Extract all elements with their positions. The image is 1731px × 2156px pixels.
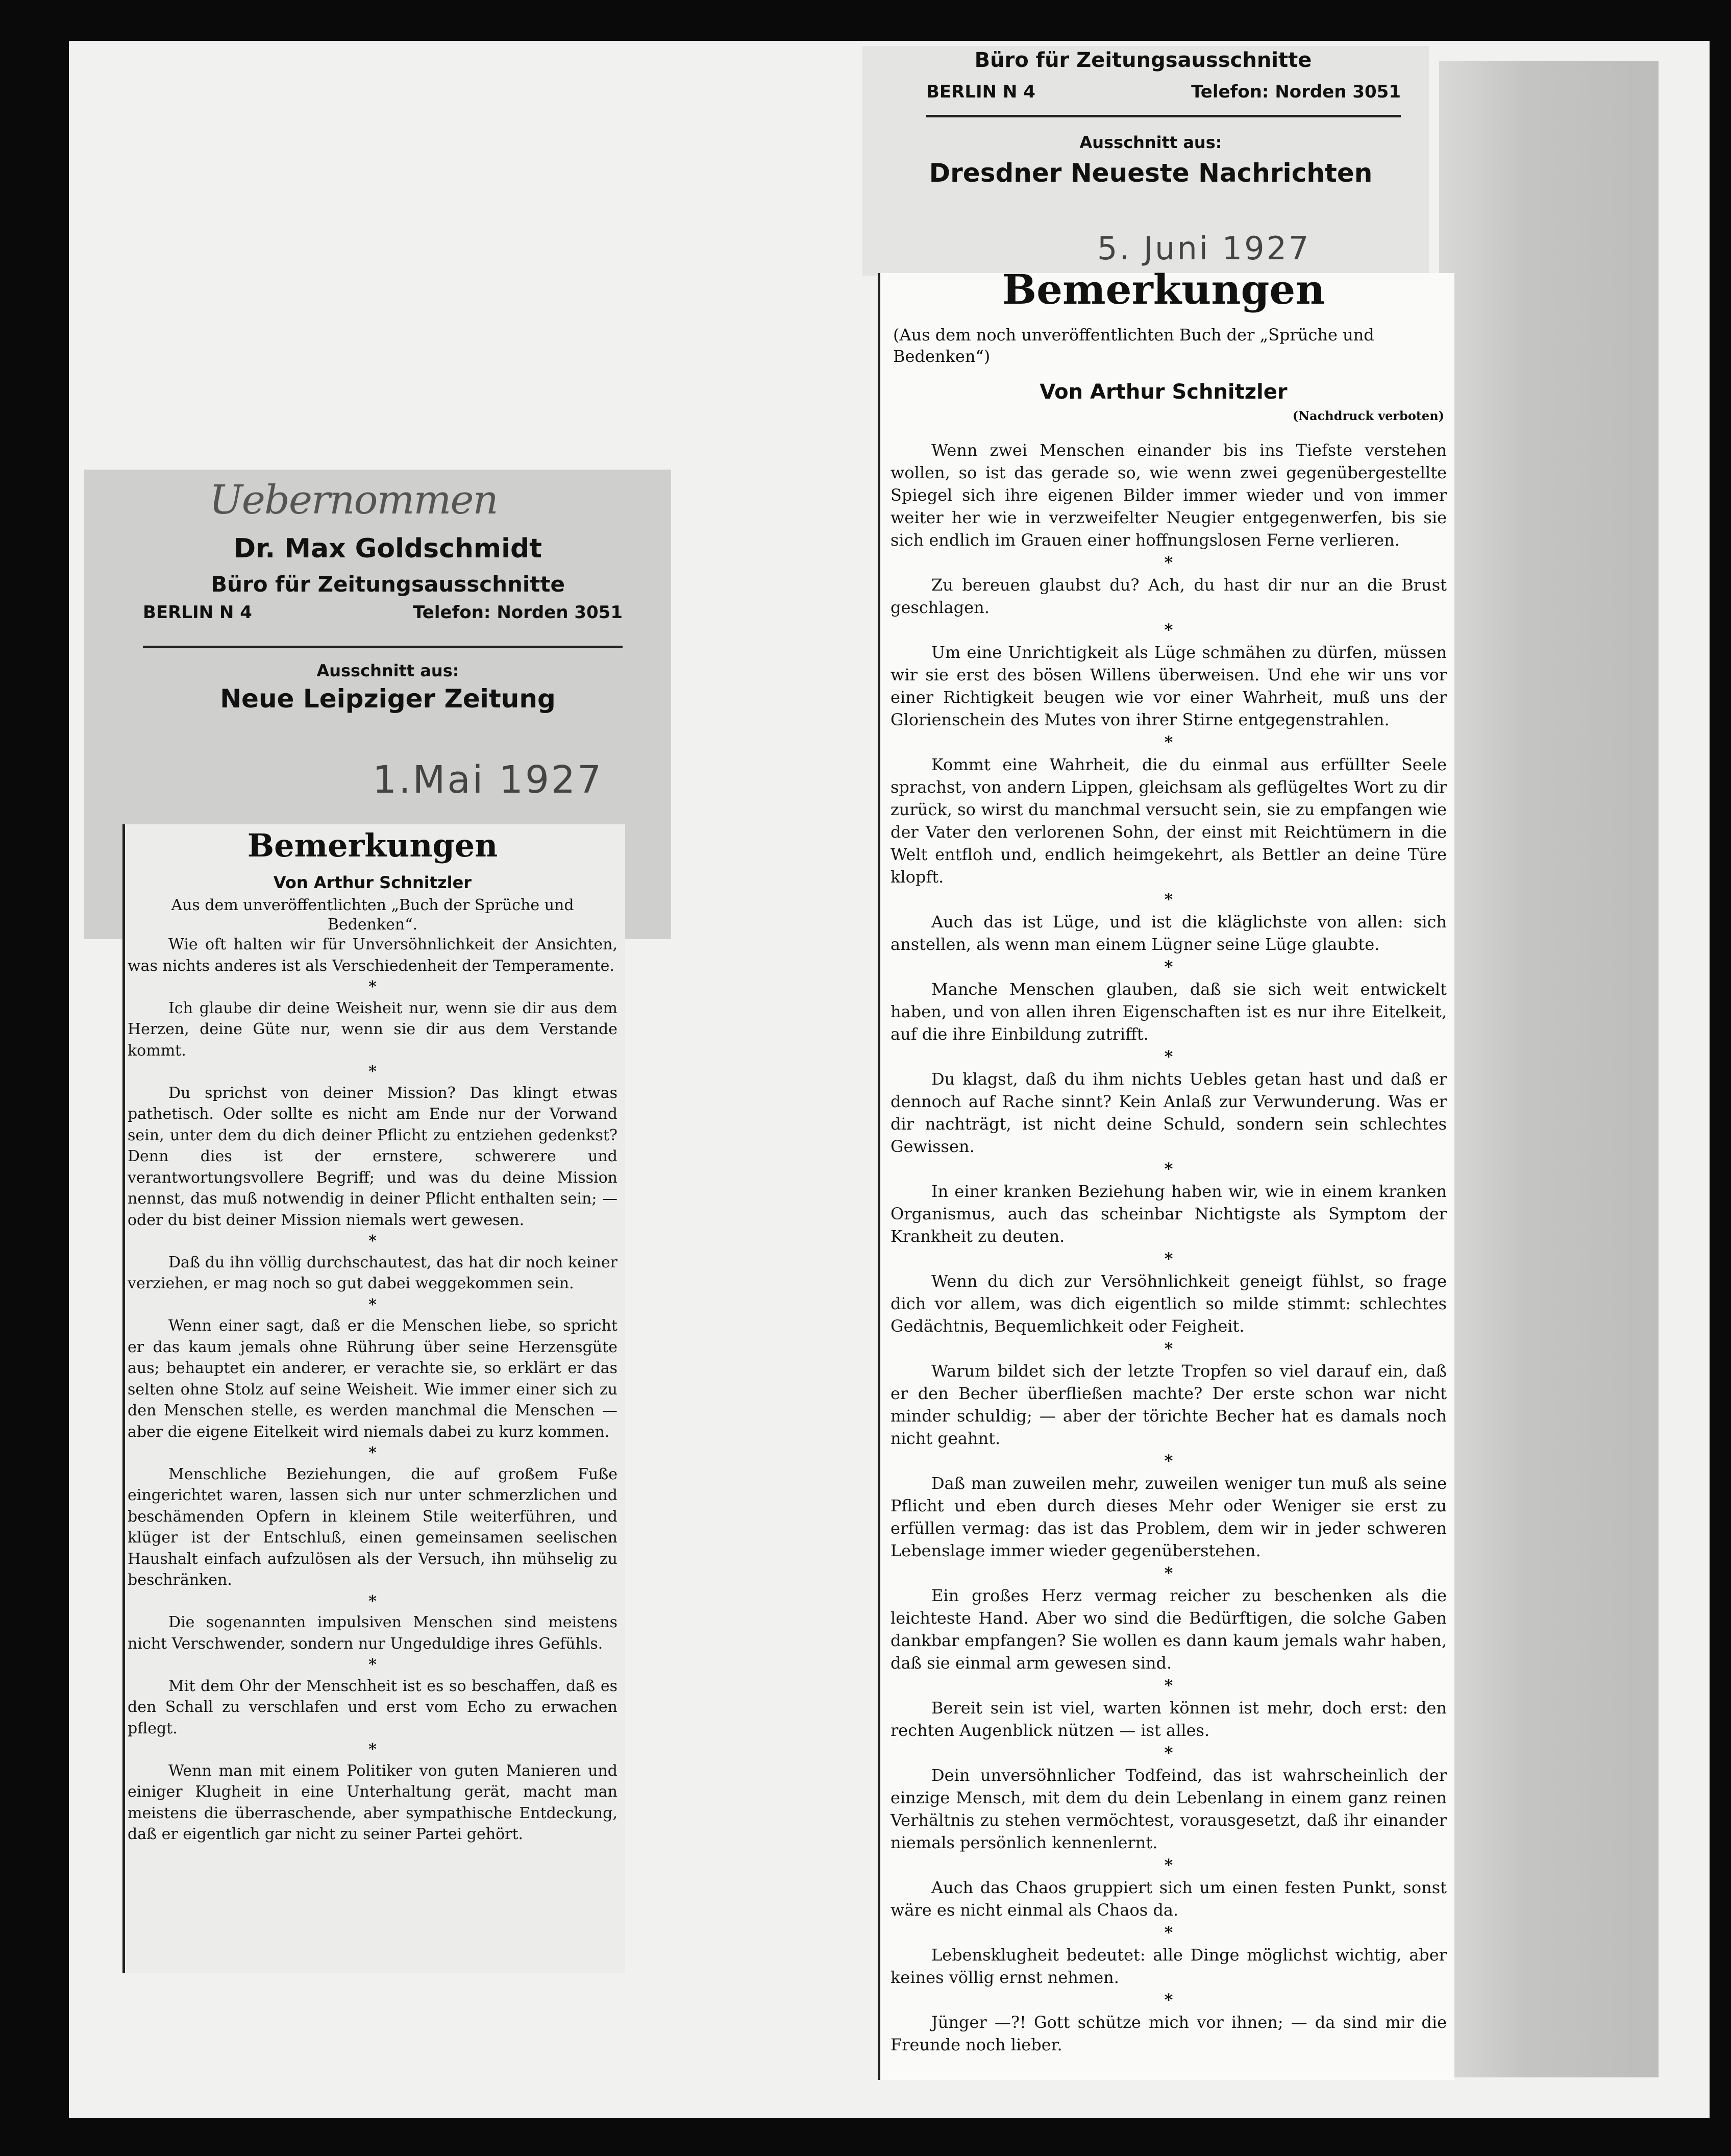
left-bureau: Büro für Zeitungsausschnitte (211, 572, 565, 597)
right-paragraph: Daß man zuweilen mehr, zuweilen weniger tun muß als seine Pflicht und eben durch dieses Mehr oder Weniger sie erst zu erfüllen vermag: das ist das Problem, dem wir in jeder schweren Lebenslage immer wieder gegenüberstehen. (891, 1474, 1447, 1560)
separator-star: * (1164, 1339, 1173, 1358)
right-paragraph: Um eine Unrichtigkeit als Lüge schmähen zu dürfen, müssen wir sie erst des bösen Willens überweisen. Und ehe wir uns vor einer Richtigkeit beugen wie vor einer Wahrheit, muß uns der Glorienschein des Mutes von ihrer Stirne entgegenstrahlen. (891, 643, 1447, 729)
separator-star: * (368, 1741, 377, 1758)
separator-star: * (1164, 957, 1173, 976)
left-city: BERLIN N 4 (143, 602, 252, 623)
right-clip-title: Bemerkungen (1002, 265, 1325, 313)
left-clip-byline: Von Arthur Schnitzler (273, 873, 472, 892)
left-phone: Telefon: Norden 3051 (413, 602, 623, 623)
separator-star: * (1164, 1990, 1173, 2010)
separator-star: * (368, 1656, 377, 1674)
right-bureau: Büro für Zeitungsausschnitte (974, 48, 1312, 72)
separator-star: * (1164, 1249, 1173, 1268)
right-paragraph: Lebensklugheit bedeutet: alle Dinge möglichst wichtig, aber keines völlig ernst nehmen. (891, 1945, 1447, 1987)
right-clip-body (891, 439, 1447, 2056)
right-paragraph: Wenn du dich zur Versöhnlichkeit geneigt fühlst, so frage dich vor allem, was dich eigentlich so milde stimmt: schlechtes Gedächtnis, Bequemlichkeit oder Feigheit. (891, 1271, 1447, 1336)
separator-star: * (1164, 890, 1173, 909)
left-agency-name: Dr. Max Goldschmidt (233, 533, 542, 564)
right-clip-rights: (Nachdruck verboten) (1292, 408, 1444, 423)
left-paragraph: Du sprichst von deiner Mission? Das klingt etwas pathetisch. Oder sollte es nicht am Ende nur der Vorwand sein, unter dem du dich deiner Pflicht zu entziehen gedenkst? Denn dies ist der ernstere, schwerere und verantwortungsvollere Begriff; und was du deine Mission nennst, das muß notwendig in deiner Pflicht enthalten sein; — oder du bist deiner Mission niemals wert gewesen. (128, 1084, 617, 1229)
separator-star: * (1164, 553, 1173, 572)
separator-star: * (1164, 1159, 1173, 1179)
separator-star: * (368, 1063, 377, 1081)
left-header-rule (143, 646, 623, 648)
left-date-stamp: 1.Mai 1927 (373, 758, 604, 802)
right-clip-subtitle: (Aus dem noch unveröffentlichten Buch der „Sprüche und Bedenken“) (893, 325, 1374, 366)
right-paragraph: Bereit sein ist viel, warten können ist mehr, doch erst: den rechten Augenblick nützen — ist alles. (891, 1698, 1447, 1740)
right-paragraph: Auch das ist Lüge, und ist die kläglichste von allen: sich anstellen, als wenn man einem Lügner seine Lüge glaubte. (891, 912, 1447, 954)
right-city-phone-row (926, 82, 1401, 102)
separator-star: * (1164, 1047, 1173, 1066)
left-city-phone-row (143, 602, 623, 623)
right-paragraph: Kommt eine Wahrheit, die du einmal aus erfüllter Seele sprachst, von andern Lippen, gleichsam als geflügeltes Wort zu dir zurück, so wirst du manchmal versucht sein, sie zu empfangen wie der Vater den verlorenen Sohn, der einst mit Reichtümern in die Welt entfloh und, endlich heimgekehrt, als Bettler an deine Türe klopft. (891, 755, 1447, 887)
right-clip-byline: Von Arthur Schnitzler (1040, 380, 1288, 404)
separator-star: * (1164, 620, 1173, 640)
separator-star: * (368, 978, 377, 996)
left-paragraph: Die sogenannten impulsiven Menschen sind meistens nicht Verschwender, sondern nur Ungeduldige ihres Gefühls. (128, 1613, 617, 1653)
left-excerpt-label: Ausschnitt aus: (316, 661, 459, 680)
left-paragraph: Mit dem Ohr der Menschheit ist es so beschaffen, daß es den Schall zu verschlafen und erst vom Echo zu erwachen pflegt. (128, 1677, 617, 1737)
left-clip-title: Bemerkungen (247, 827, 498, 864)
separator-star: * (1164, 1743, 1173, 1762)
scan-shadow (1439, 61, 1659, 2077)
right-paragraph: Jünger —?! Gott schütze mich vor ihnen; — da sind mir die Freunde noch lieber. (891, 2013, 1447, 2054)
left-paragraph: Wie oft halten wir für Unversöhnlichkeit der Ansichten, was nichts anderes ist als Verschiedenheit der Temperamente. (128, 936, 617, 975)
right-header-rule (926, 115, 1401, 117)
right-paragraph: Auch das Chaos gruppiert sich um einen festen Punkt, sonst wäre es nicht einmal als Chaos da. (891, 1878, 1447, 1920)
right-paragraph: Dein unversöhnlicher Todfeind, das ist wahrscheinlich der einzige Mensch, mit dem du dein Lebenlang in einem ganz reinen Verhältnis zu stehen vermöchtest, vorausgesetzt, daß ihr einander niemals persönlich kennenlernt. (891, 1766, 1447, 1852)
separator-star: * (368, 1295, 377, 1314)
right-excerpt-label: Ausschnitt aus: (1079, 133, 1222, 152)
left-paragraph: Wenn einer sagt, daß er die Menschen liebe, so spricht er das kaum jemals ohne Rührung über seine Herzensgüte aus; behauptet ein anderer, er verachte sie, so erklärt er das selten ohne Stolz auf seine Weisheit. Wie immer einer sich zu den Menschen stelle, es werden manchmal die Menschen — aber die eigene Eitelkeit wird niemals dabei zu kurz kommen. (128, 1317, 617, 1441)
separator-star: * (1164, 1855, 1173, 1875)
separator-star: * (1164, 1563, 1173, 1583)
right-paragraph: Manche Menschen glauben, daß sie sich weit entwickelt haben, und von allen ihren Eigenschaften ist es nur ihre Eitelkeit, auf die ihre Einbildung zutrifft. (891, 979, 1447, 1044)
separator-star: * (1164, 1923, 1173, 1942)
right-newspaper: Dresdner Neueste Nachrichten (929, 158, 1373, 188)
separator-star: * (368, 1592, 377, 1610)
left-clip-body (128, 934, 617, 1845)
right-city: BERLIN N 4 (926, 82, 1035, 102)
left-newspaper: Neue Leipziger Zeitung (220, 684, 556, 714)
separator-star: * (368, 1232, 377, 1250)
left-paragraph: Menschliche Beziehungen, die auf großem Fuße eingerichtet waren, lassen sich nur unter schmerzlichen und beschämenden Opfern in kleinem Stile weiterführen, und klüger ist der Entschluß, einen gemeinsamen seelischen Haushalt einfach aufzulösen als der Versuch, ihn mühselig zu beschränken. (128, 1465, 617, 1589)
right-paragraph: Du klagst, daß du ihm nichts Uebles getan hast und daß er dennoch auf Rache sinnt? Kein Anlaß zur Verwunderung. Was er dir nachträgt, ist nicht deine Schuld, sondern sein schlechtes Gewissen. (891, 1069, 1447, 1156)
left-clip-subtitle: Aus dem unveröffentlichten „Buch der Sprüche und Bedenken“. (171, 896, 574, 934)
right-phone: Telefon: Norden 3051 (1191, 82, 1401, 102)
handwritten-note: Uebernommen (209, 477, 498, 523)
right-paragraph: Ein großes Herz vermag reicher zu beschenken als die leichteste Hand. Aber wo sind die Bedürftigen, die solche Gaben dankbar empfangen? Sie wollen es dann kaum jemals wahr haben, daß sie einmal arm gewesen sind. (891, 1586, 1447, 1673)
right-paragraph: Wenn zwei Menschen einander bis ins Tiefste verstehen wollen, so ist das gerade so, wie wenn zwei gegenübergestellte Spiegel sich ihre eigenen Bilder immer wieder und von immer weiter her wie in verzweifelter Neugier entgegenwerfen, bis sie sich endlich im Grauen einer hoffnungslosen Ferne verlieren. (891, 440, 1447, 550)
separator-star: * (1164, 1451, 1173, 1471)
separator-star: * (1164, 1676, 1173, 1695)
separator-star: * (368, 1444, 377, 1462)
left-paragraph: Wenn man mit einem Politiker von guten Manieren und einiger Klugheit in eine Unterhaltung gerät, macht man meistens die überraschende, aber sympathische Entdeckung, daß er eigentlich gar nicht zu seiner Partei gehört. (128, 1761, 617, 1843)
left-paragraph: Daß du ihn völlig durchschautest, das hat dir noch keiner verziehen, er mag noch so gut dabei weggekommen sein. (128, 1253, 617, 1292)
separator-star: * (1164, 732, 1173, 752)
right-date-stamp: 5. Juni 1927 (1097, 230, 1311, 267)
right-paragraph: Warum bildet sich der letzte Tropfen so viel darauf ein, daß er den Becher überfließen machte? Der erste schon war nicht minder schuldig; — aber der törichte Becher hat es damals noch nicht geahnt. (891, 1361, 1447, 1448)
right-paragraph: Zu bereuen glaubst du? Ach, du hast dir nur an die Brust geschlagen. (891, 575, 1447, 617)
right-paragraph: In einer kranken Beziehung haben wir, wie in einem kranken Organismus, auch das scheinbar Nichtigste als Symptom der Krankheit zu deuten. (891, 1182, 1447, 1246)
left-paragraph: Ich glaube dir deine Weisheit nur, wenn sie dir aus dem Herzen, deine Güte nur, wenn sie dir aus dem Verstande kommt. (128, 999, 617, 1060)
